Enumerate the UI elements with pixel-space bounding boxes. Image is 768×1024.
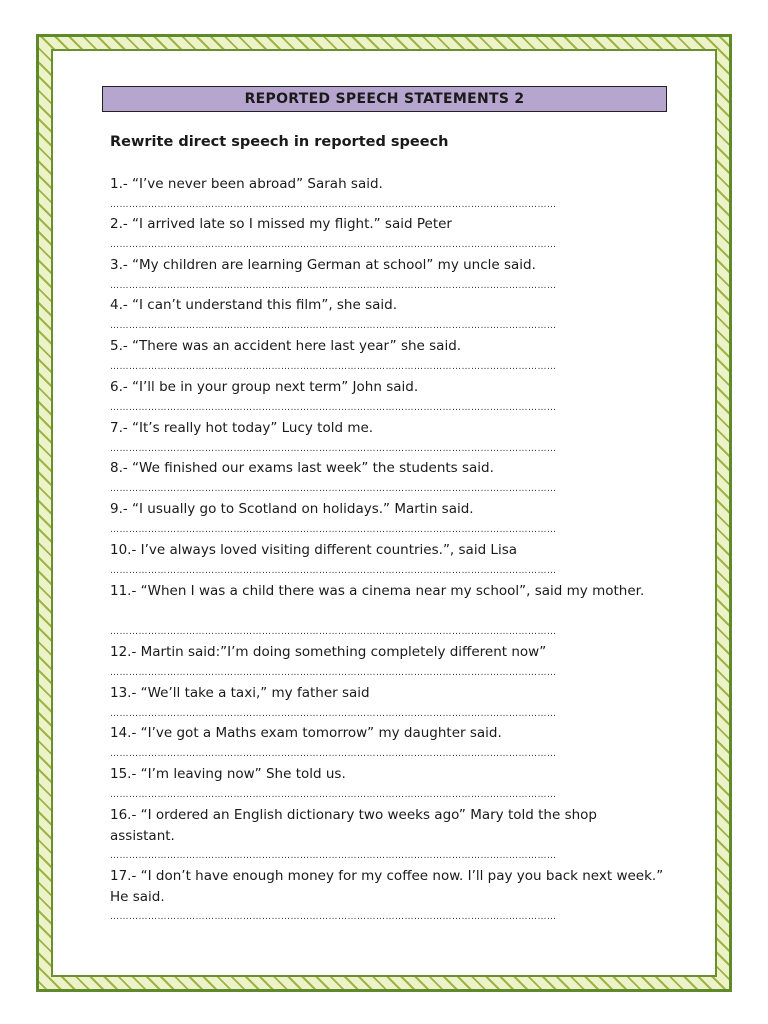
question-10: 10.- I’ve always loved visiting different countries.”, said Lisa <box>110 542 518 558</box>
answer-line-7[interactable]: …………………………………………………………………………………………………………………………… <box>110 444 557 454</box>
question-16: 16.- “I ordered an English dictionary two weeks ago” Mary told the shop assistant. <box>110 807 597 844</box>
worksheet-title: REPORTED SPEECH STATEMENTS 2 <box>102 86 667 112</box>
answer-line-1[interactable]: …………………………………………………………………………………………………………………………… <box>110 200 557 210</box>
question-7: 7.- “It’s really hot today” Lucy told me. <box>110 420 374 436</box>
question-6: 6.- “I’ll be in your group next term” John said. <box>110 379 419 395</box>
question-11: 11.- “When I was a child there was a cinema near my school”, said my mother. <box>110 583 645 599</box>
answer-line-3[interactable]: …………………………………………………………………………………………………………………………… <box>110 281 557 291</box>
question-2: 2.- “I arrived late so I missed my flight.” said Peter <box>110 216 452 232</box>
answer-line-4[interactable]: …………………………………………………………………………………………………………………………… <box>110 321 557 331</box>
answer-line-8[interactable]: …………………………………………………………………………………………………………………………… <box>110 484 557 494</box>
answer-line-15[interactable]: …………………………………………………………………………………………………………………………… <box>110 790 557 800</box>
question-8: 8.- “We finished our exams last week” the students said. <box>110 460 494 476</box>
question-14: 14.- “I’ve got a Maths exam tomorrow” my daughter said. <box>110 725 502 741</box>
answer-line-13[interactable]: …………………………………………………………………………………………………………………………… <box>110 709 557 719</box>
question-1: 1.- “I’ve never been abroad” Sarah said. <box>110 176 383 192</box>
question-3: 3.- “My children are learning German at school” my uncle said. <box>110 257 536 273</box>
question-5: 5.- “There was an accident here last year” she said. <box>110 338 462 354</box>
question-12: 12.- Martin said:”I’m doing something completely different now” <box>110 644 547 660</box>
question-15: 15.- “I’m leaving now” She told us. <box>110 766 346 782</box>
question-13: 13.- “We’ll take a taxi,” my father said <box>110 685 370 701</box>
answer-line-12[interactable]: …………………………………………………………………………………………………………………………… <box>110 668 557 678</box>
question-4: 4.- “I can’t understand this film”, she said. <box>110 297 398 313</box>
answer-line-10[interactable]: …………………………………………………………………………………………………………………………… <box>110 566 557 576</box>
instruction-text: Rewrite direct speech in reported speech <box>110 134 449 150</box>
answer-line-11[interactable]: …………………………………………………………………………………………………………………………… <box>110 627 557 637</box>
question-17: 17.- “I don’t have enough money for my coffee now. I’ll pay you back next week.” He said. <box>110 868 664 905</box>
answer-line-6[interactable]: …………………………………………………………………………………………………………………………… <box>110 403 557 413</box>
answer-line-16[interactable]: …………………………………………………………………………………………………………………………… <box>110 851 557 861</box>
answer-line-14[interactable]: …………………………………………………………………………………………………………………………… <box>110 749 557 759</box>
answer-line-2[interactable]: …………………………………………………………………………………………………………………………… <box>110 240 557 250</box>
answer-line-5[interactable]: …………………………………………………………………………………………………………………………… <box>110 362 557 372</box>
answer-line-17[interactable]: …………………………………………………………………………………………………………………………… <box>110 912 557 922</box>
question-9: 9.- “I usually go to Scotland on holidays.” Martin said. <box>110 501 474 517</box>
answer-line-9[interactable]: …………………………………………………………………………………………………………………………… <box>110 525 557 535</box>
